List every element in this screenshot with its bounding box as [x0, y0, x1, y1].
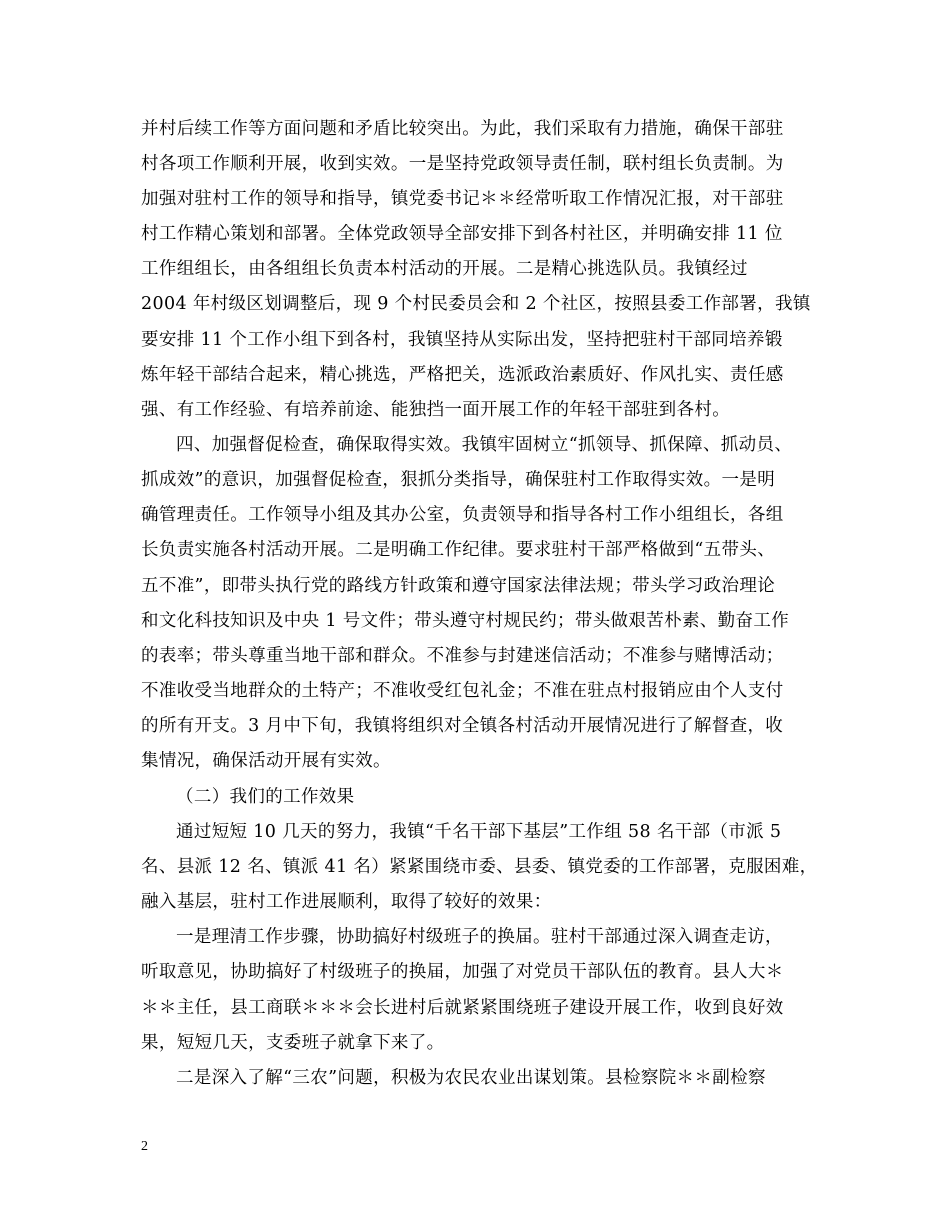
- text-line: 抓成效”的意识，加强督促检查，狠抓分类指导，确保驻村工作取得实效。一是明: [141, 470, 776, 490]
- text-line: 和文化科技知识及中央 1 号文件；带头遵守村规民约；带头做艰苦朴素、勤奋工作: [141, 611, 790, 631]
- text-line: 加强对驻村工作的领导和指导，镇党委书记＊＊经常听取工作情况汇报，对干部驻: [141, 189, 784, 209]
- text-line: 村各项工作顺利开展，收到实效。一是坚持党政领导责任制，联村组长负责制。为: [141, 154, 784, 174]
- text-line: 二是深入了解“三农”问题，积极为农民农业出谋划策。县检察院＊＊副检察: [176, 1068, 766, 1088]
- text-line: 2004 年村级区划调整后，现 9 个村民委员会和 2 个社区，按照县委工作部署，我镇: [141, 294, 811, 314]
- text-line: 工作组组长，由各组组长负责本村活动的开展。二是精心挑选队员。我镇经过: [141, 259, 748, 279]
- text-line: 确管理责任。工作领导小组及其办公室，负责领导和指导各村工作小组组长，各组: [141, 505, 784, 525]
- text-line: 强、有工作经验、有培养前途、能独挡一面开展工作的年轻干部驻到各村。: [141, 400, 731, 420]
- text-line: 融入基层，驻村工作进展顺利，取得了较好的效果：: [141, 892, 552, 912]
- section-heading: （二）我们的工作效果: [176, 787, 355, 807]
- text-line: 听取意见，协助搞好了村级班子的换届，加强了对党员干部队伍的教育。县人大＊: [141, 962, 784, 982]
- text-line: ＊＊主任，县工商联＊＊＊会长进村后就紧紧围绕班子建设开展工作，收到良好效: [141, 998, 784, 1018]
- text-line: 要安排 11 个工作小组下到各村，我镇坚持从实际出发，坚持把驻村干部同培养锻: [141, 330, 783, 350]
- text-line: 果，短短几天，支委班子就拿下来了。: [141, 1033, 445, 1053]
- text-line: 通过短短 10 几天的努力，我镇“千名干部下基层”工作组 58 名干部（市派 5: [176, 822, 782, 842]
- text-line: 的表率；带头尊重当地干部和群众。不准参与封建迷信活动；不准参与赌博活动；: [141, 646, 784, 666]
- text-line: 集情况，确保活动开展有实效。: [141, 751, 391, 771]
- text-line: 名、县派 12 名、镇派 41 名）紧紧围绕市委、县委、镇党委的工作部署，克服困难，: [141, 857, 818, 877]
- page-number: 2: [141, 1139, 148, 1154]
- text-line: 炼年轻干部结合起来，精心挑选，严格把关，选派政治素质好、作风扎实、责任感: [141, 365, 784, 385]
- text-line: 长负责实施各村活动开展。二是明确工作纪律。要求驻村干部严格做到“五带头、: [141, 540, 776, 560]
- text-line: 村工作精心策划和部署。全体党政领导全部安排下到各村社区，并明确安排 11 位: [141, 224, 783, 244]
- text-line: 一是理清工作步骤，协助搞好村级班子的换届。驻村干部通过深入调查走访，: [176, 927, 783, 947]
- text-line: 四、加强督促检查，确保取得实效。我镇牢固树立“抓领导、抓保障、抓动员、: [176, 435, 793, 455]
- text-line: 并村后续工作等方面问题和矛盾比较突出。为此，我们采取有力措施，确保干部驻: [141, 119, 784, 139]
- text-line: 不准收受当地群众的土特产；不准收受红包礼金；不准在驻点村报销应由个人支付: [141, 681, 784, 701]
- text-line: 五不准”，即带头执行党的路线方针政策和遵守国家法律法规；带头学习政治理论: [141, 576, 776, 596]
- text-line: 的所有开支。3 月中下旬，我镇将组织对全镇各村活动开展情况进行了解督查，收: [141, 716, 784, 736]
